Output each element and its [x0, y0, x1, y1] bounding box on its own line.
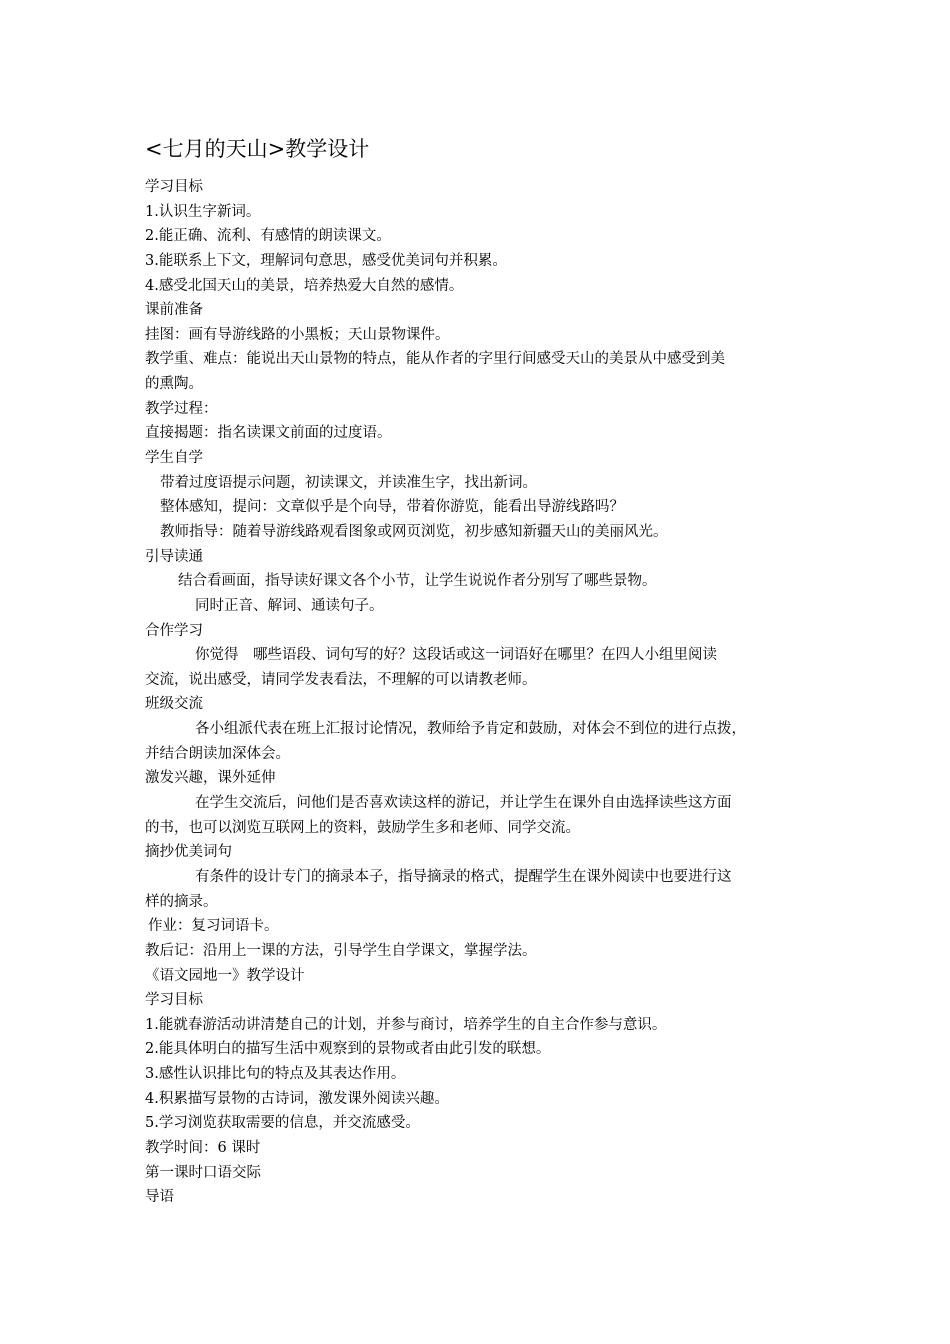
section-heading-cooperative: 合作学习 — [145, 622, 203, 639]
objective-item: 4.积累描写景物的古诗词，激发课外阅读兴趣。 — [145, 1090, 449, 1107]
paragraph-line: 的熏陶。 — [145, 376, 203, 393]
section-heading-class-exchange: 班级交流 — [145, 696, 203, 713]
paragraph-line: 教师指导：随着导游线路观看图象或网页浏览，初步感知新疆天山的美丽风光。 — [160, 523, 668, 540]
section-heading-process: 教学过程： — [145, 400, 218, 417]
section-heading-self-study: 学生自学 — [145, 450, 203, 467]
objective-item: 5.学习浏览获取需要的信息，并交流感受。 — [145, 1115, 420, 1132]
objective-item: 1.认识生字新词。 — [145, 203, 261, 220]
teaching-time-line: 教学时间：6 课时 — [145, 1139, 261, 1156]
paragraph-line: 挂图：画有导游线路的小黑板；天山景物课件。 — [145, 326, 450, 343]
paragraph-line: 在学生交流后，问他们是否喜欢读这样的游记，并让学生在课外自由选择读些这方面 — [195, 795, 732, 812]
paragraph-line: 结合看画面，指导读好课文各个小节，让学生说说作者分别写了哪些景物。 — [178, 573, 657, 590]
objective-item: 2.能具体明白的描写生活中观察到的景物或者由此引发的联想。 — [145, 1041, 551, 1058]
paragraph-line: 有条件的设计专门的摘录本子，指导摘录的格式，提醒学生在课外阅读中也要进行这 — [195, 868, 732, 885]
second-design-title: 《语文园地一》教学设计 — [145, 967, 305, 984]
paragraph-line: 带着过度语提示问题，初读课文，并读准生字，找出新词。 — [160, 474, 537, 491]
section-heading-preparation: 课前准备 — [145, 302, 203, 319]
paragraph-line: 的书，也可以浏览互联网上的资料，鼓励学生多和老师、同学交流。 — [145, 819, 580, 836]
document-title: <七月的天山>教学设计 — [145, 137, 370, 161]
objective-item: 2.能正确、流利、有感情的朗读课文。 — [145, 228, 391, 245]
section-heading-excerpt: 摘抄优美词句 — [145, 844, 232, 861]
paragraph-line: 整体感知，提问：文章似乎是个向导，带着你游览，能看出导游线路吗？ — [160, 499, 624, 516]
objective-item: 1.能就春游活动讲清楚自己的计划，并参与商讨，培养学生的自主合作参与意识。 — [145, 1016, 667, 1033]
paragraph-line: 直接揭题：指名读课文前面的过度语。 — [145, 425, 392, 442]
objective-item: 4.感受北国天山的美景，培养热爱大自然的感情。 — [145, 277, 464, 294]
objective-item: 3.能联系上下文，理解词句意思，感受优美词句并积累。 — [145, 252, 507, 269]
paragraph-line: 你觉得 哪些语段、词句写的好？这段话或这一词语好在哪里？在四人小组里阅读 — [195, 647, 717, 664]
document-body — [145, 175, 815, 1210]
objective-item: 3.感性认识排比句的特点及其表达作用。 — [145, 1066, 406, 1083]
paragraph-line: 样的摘录。 — [145, 893, 218, 910]
homework-line: 作业：复习词语卡。 — [148, 918, 279, 935]
paragraph-line: 各小组派代表在班上汇报讨论情况，教师给予肯定和鼓励，对体会不到位的进行点拨， — [195, 721, 746, 738]
postscript-line: 教后记：沿用上一课的方法，引导学生自学课文，掌握学法。 — [145, 942, 537, 959]
paragraph-line: 并结合朗读加深体会。 — [145, 745, 290, 762]
paragraph-line: 同时正音、解词、通读句子。 — [195, 597, 384, 614]
paragraph-line: 交流，说出感受，请同学发表看法，不理解的可以请教老师。 — [145, 671, 537, 688]
lesson-heading: 第一课时口语交际 — [145, 1164, 261, 1181]
section-heading-intro: 导语 — [145, 1189, 174, 1206]
section-heading-extension: 激发兴趣，课外延伸 — [145, 770, 276, 787]
section-heading-guided-reading: 引导读通 — [145, 548, 203, 565]
paragraph-line: 教学重、难点：能说出天山景物的特点，能从作者的字里行间感受天山的美景从中感受到美 — [145, 351, 725, 368]
section-heading-objectives-2: 学习目标 — [145, 992, 203, 1009]
section-heading-objectives: 学习目标 — [145, 179, 203, 195]
